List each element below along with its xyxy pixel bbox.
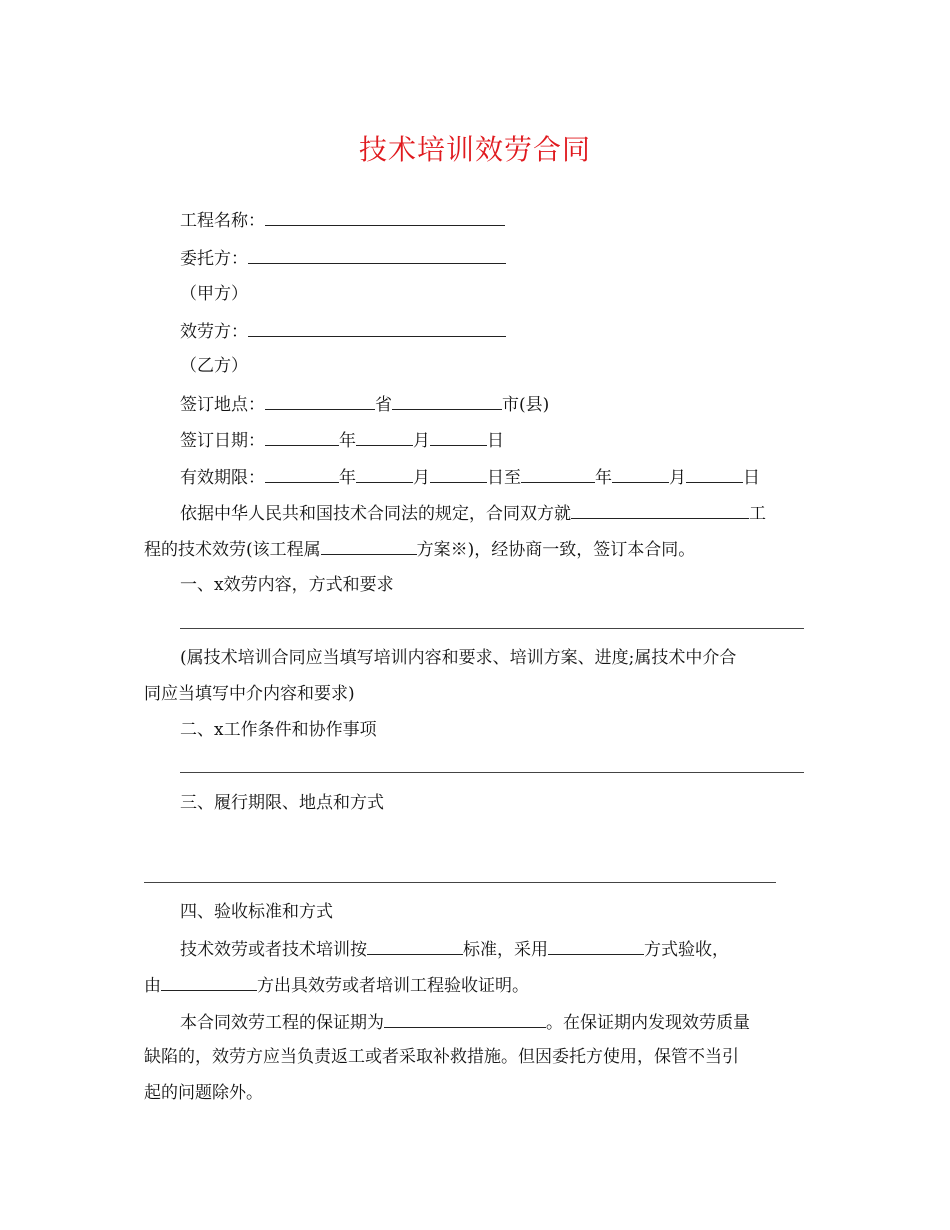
sign-month-blank[interactable]: [356, 427, 413, 446]
city-label: 市(县): [502, 395, 550, 415]
acceptance-line-2: [144, 972, 529, 998]
day-label: 日: [487, 431, 504, 451]
client-label: 委托方：: [180, 249, 248, 269]
valid-period-line: [180, 464, 760, 490]
year-label: 年: [339, 431, 356, 451]
end-day-blank[interactable]: [686, 464, 743, 483]
issuer-blank[interactable]: [161, 972, 257, 991]
acceptance-text-1c: 方式验收，: [644, 940, 729, 960]
project-name-label: 工程名称：: [180, 211, 265, 231]
section-4-heading: 四、验收标准和方式: [180, 902, 333, 922]
project-field-blank[interactable]: [571, 500, 749, 519]
section-2-fill-line[interactable]: [180, 772, 804, 773]
sign-date-label: 签订日期：: [180, 431, 265, 451]
project-name-blank[interactable]: [265, 207, 505, 226]
intro-text-2b: 方案※)，经协商一致，签订本合同。: [416, 540, 696, 560]
section-1-note-2: 同应当填写中介内容和要求): [144, 684, 355, 704]
provider-line: [180, 318, 506, 344]
day-to-label: 日至: [487, 468, 521, 488]
plan-blank[interactable]: [321, 536, 417, 555]
section-2-heading: 二、x工作条件和协作事项: [180, 720, 377, 740]
party-a-label: （甲方）: [180, 284, 248, 304]
year-label: 年: [595, 468, 612, 488]
party-b-label: （乙方）: [180, 356, 248, 376]
acceptance-text-1a: 技术效劳或者技术培训按: [180, 940, 367, 960]
provider-label: 效劳方：: [180, 322, 248, 342]
start-year-blank[interactable]: [265, 464, 339, 483]
intro-text-1b: 工: [749, 504, 766, 524]
acceptance-text-1b: 标准，采用: [463, 940, 548, 960]
warranty-line-3: 起的问题除外。: [144, 1083, 263, 1103]
day-label: 日: [743, 468, 760, 488]
month-label: 月: [413, 468, 430, 488]
intro-line-2: [144, 536, 695, 562]
section-1-note-1: (属技术培训合同应当填写培训内容和要求、培训方案、进度;属技术中介合: [180, 648, 737, 668]
sign-place-label: 签订地点：: [180, 395, 265, 415]
client-line: [180, 245, 506, 271]
intro-line-1: [180, 500, 766, 526]
start-day-blank[interactable]: [430, 464, 487, 483]
province-blank[interactable]: [265, 391, 375, 410]
sign-date-line: [180, 427, 504, 453]
month-label: 月: [669, 468, 686, 488]
warranty-line-1: [180, 1009, 750, 1035]
section-1-fill-line[interactable]: [180, 628, 804, 629]
warranty-text-1b: 。在保证期内发现效劳质量: [546, 1013, 750, 1033]
city-blank[interactable]: [392, 391, 502, 410]
method-blank[interactable]: [548, 936, 644, 955]
section-3-fill-line[interactable]: [144, 882, 776, 883]
warranty-text-1a: 本合同效劳工程的保证期为: [180, 1013, 384, 1033]
end-year-blank[interactable]: [521, 464, 595, 483]
warranty-line-2: 缺陷的，效劳方应当负责返工或者采取补救措施。但因委托方使用，保管不当引: [144, 1047, 739, 1067]
project-name-line: [180, 207, 505, 233]
province-label: 省: [375, 395, 392, 415]
year-label: 年: [339, 468, 356, 488]
document-title: 技术培训效劳合同: [358, 133, 591, 166]
standard-blank[interactable]: [367, 936, 463, 955]
section-3-heading: 三、履行期限、地点和方式: [180, 793, 384, 813]
intro-text-1a: 依据中华人民共和国技术合同法的规定，合同双方就: [180, 504, 571, 524]
section-1-heading: 一、x效劳内容，方式和要求: [180, 575, 394, 595]
start-month-blank[interactable]: [356, 464, 413, 483]
valid-period-label: 有效期限：: [180, 468, 265, 488]
client-blank[interactable]: [248, 245, 506, 264]
warranty-period-blank[interactable]: [384, 1009, 546, 1028]
provider-blank[interactable]: [248, 318, 506, 337]
sign-year-blank[interactable]: [265, 427, 339, 446]
month-label: 月: [413, 431, 430, 451]
sign-day-blank[interactable]: [430, 427, 487, 446]
sign-place-line: [180, 391, 549, 417]
acceptance-text-2a: 由: [144, 976, 161, 996]
intro-text-2a: 程的技术效劳(该工程属: [144, 540, 321, 560]
acceptance-text-2b: 方出具效劳或者培训工程验收证明。: [257, 976, 529, 996]
end-month-blank[interactable]: [612, 464, 669, 483]
acceptance-line-1: [180, 936, 729, 962]
